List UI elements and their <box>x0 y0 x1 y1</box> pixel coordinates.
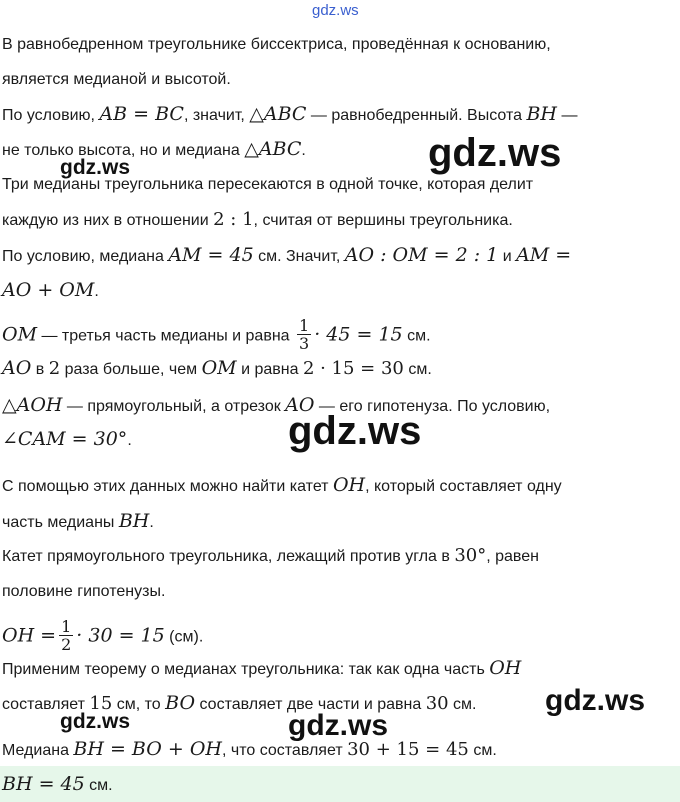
text-line: половине гипотенузы. <box>2 583 166 600</box>
text-line: С помощью этих данных можно найти катет OH, который составляет одну <box>2 474 562 496</box>
text-line: ∠CAM = 30°. <box>2 428 132 450</box>
fraction: $\frac{1}{2}$ <box>61 617 72 654</box>
text-line: Катет прямоугольного треугольника, лежащий против угла в 30°, равен <box>2 545 539 566</box>
fraction: $\frac{1}{3}$ <box>299 316 310 353</box>
text-line: OM — третья часть медианы и равна $\frac{1}{3}$ · 45 = 15 см. <box>2 316 431 353</box>
watermark-top: gdz.ws <box>312 2 359 19</box>
text-line: По условию, медиана AM = 45 см. Значит, AO : OM = 2 : 1 и AM = <box>2 244 572 266</box>
text-line: OH = $\frac{1}{2}$ · 30 = 15 (см). <box>2 617 204 654</box>
watermark-small: gdz.ws <box>60 710 131 733</box>
watermark-medium: gdz.ws <box>288 709 389 742</box>
text-line: является медианой и высотой. <box>2 71 231 88</box>
text-line: не только высота, но и медиана △ABC. <box>2 138 306 160</box>
watermark-large: gdz.ws <box>428 131 562 175</box>
text-line: В равнобедренном треугольнике биссектриса, проведённая к основанию, <box>2 36 551 53</box>
answer-line: BH = 45 см. <box>2 773 113 795</box>
text-line: Три медианы треугольника пересекаются в одной точке, которая делит <box>2 176 534 193</box>
text-line: часть медианы BH. <box>2 510 154 532</box>
text-line: каждую из них в отношении 2 : 1, считая от вершины треугольника. <box>2 209 513 230</box>
text-line: По условию, AB = BC, значит, △ABC — равнобедренный. Высота BH — <box>2 103 578 125</box>
text-line: Применим теорему о медианах треугольника: так как одна часть OH <box>2 657 522 679</box>
text-line: составляет 15 см, то BO составляет две части и равна 30 см. <box>2 692 477 714</box>
watermark-large: gdz.ws <box>288 409 422 453</box>
text-line: AO в 2 раза больше, чем OM и равна 2 · 15 = 30 см. <box>2 357 432 379</box>
watermark-small: gdz.ws <box>60 156 131 179</box>
text-line: Медиана BH = BO + OH, что составляет 30 + 15 = 45 см. <box>2 738 497 760</box>
text-line: △AOH — прямоугольный, а отрезок AO — его гипотенуза. По условию, <box>2 394 551 416</box>
text-line: AO + OM. <box>2 279 99 301</box>
watermark-medium: gdz.ws <box>545 684 646 717</box>
